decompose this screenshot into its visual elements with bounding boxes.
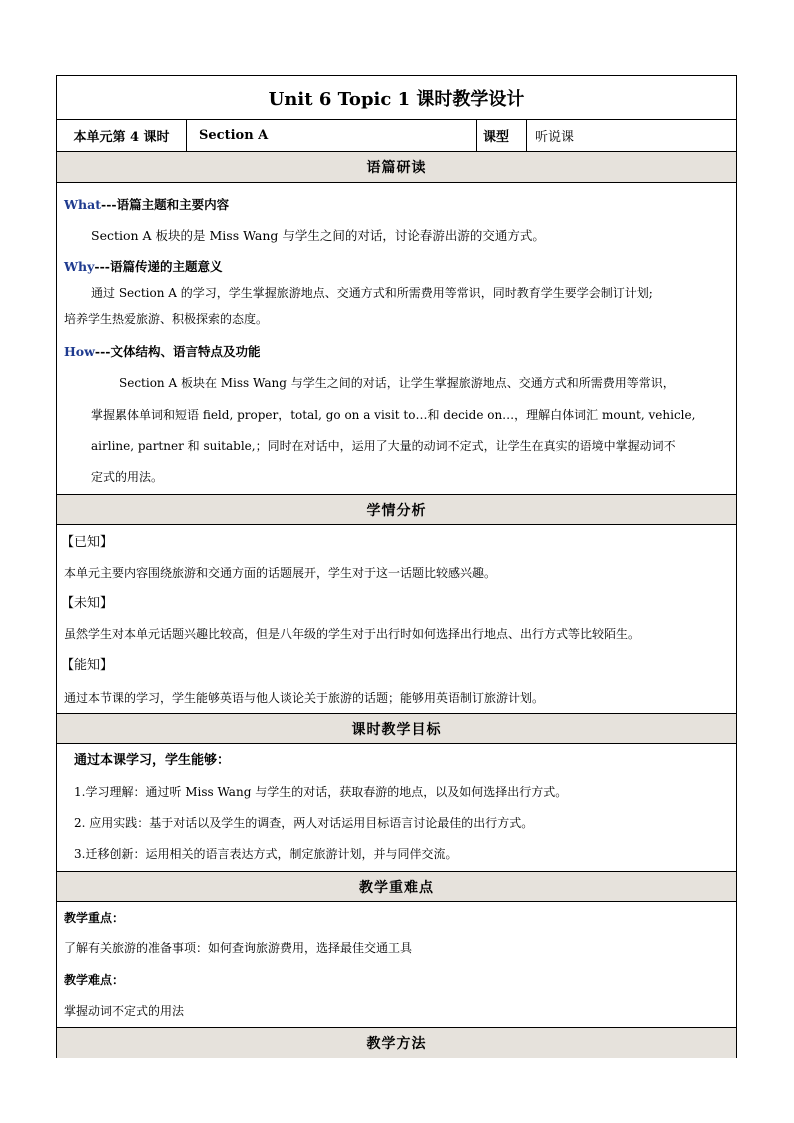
how-label-en: How bbox=[64, 344, 95, 359]
objective-item-1: 1.学习理解：通过听 Miss Wang 与学生的对话，获取春游的地点，以及如何选择出行方式。 bbox=[74, 785, 568, 799]
how-text-line-4: 定式的用法。 bbox=[91, 470, 164, 484]
what-text: Section A 板块的是 Miss Wang 与学生之间的对话，讨论春游出游的交通方式。 bbox=[91, 228, 545, 243]
page-title: Unit 6 Topic 1 课时教学设计 bbox=[57, 76, 736, 120]
info-row bbox=[57, 120, 736, 152]
known-label: 【已知】 bbox=[61, 535, 114, 550]
why-text-line-1: 通过 Section A 的学习，学生掌握旅游地点、交通方式和所需费用等常识，同时教育学生要学会制订计划; bbox=[91, 286, 653, 300]
what-label-en: What bbox=[64, 197, 101, 212]
focus-header: 教学重难点 bbox=[57, 871, 736, 902]
able-text: 通过本节课的学习，学生能够英语与他人谈论关于旅游的话题；能够用英语制订旅游计划。 bbox=[64, 691, 545, 705]
what-label bbox=[64, 195, 229, 215]
able-label: 【能知】 bbox=[61, 658, 114, 673]
how-label bbox=[64, 342, 261, 362]
lesson-plan-table bbox=[56, 75, 737, 1058]
unknown-text: 虽然学生对本单元话题兴趣比较高，但是八年级的学生对于出行时如何选择出行地点、出行方式等比较陌生。 bbox=[64, 627, 641, 641]
key-point-label: 教学重点： bbox=[64, 911, 125, 925]
objectives-intro: 通过本课学习，学生能够： bbox=[74, 753, 231, 768]
how-text-line-1: Section A 板块在 Miss Wang 与学生之间的对话，让学生掌握旅游地点、交通方式和所需费用等常识， bbox=[119, 376, 675, 390]
reading-header: 语篇研读 bbox=[57, 152, 736, 183]
type-value-cell: 听说课 bbox=[535, 130, 575, 145]
lesson-number-cell: 本单元第 4 课时 bbox=[57, 120, 187, 151]
key-point-text: 了解有关旅游的准备事项：如何查询旅游费用，选择最佳交通工具 bbox=[64, 941, 413, 955]
why-label-cn: ---语篇传递的主题意义 bbox=[94, 259, 223, 274]
known-text: 本单元主要内容围绕旅游和交通方面的话题展开，学生对于这一话题比较感兴趣。 bbox=[64, 566, 497, 580]
methods-header: 教学方法 bbox=[57, 1027, 736, 1058]
section-cell: Section A bbox=[187, 120, 477, 151]
objectives-header: 课时教学目标 bbox=[57, 713, 736, 744]
type-label-cell: 课型 bbox=[477, 120, 527, 151]
why-text-line-2: 培养学生热爱旅游、积极探索的态度。 bbox=[64, 312, 269, 326]
unknown-label: 【未知】 bbox=[61, 596, 114, 611]
how-label-cn: ---文体结构、语言特点及功能 bbox=[94, 344, 261, 359]
objective-item-2: 2. 应用实践：基于对话以及学生的调查，两人对话运用目标语言讨论最佳的出行方式。 bbox=[74, 816, 534, 830]
difficult-point-text: 掌握动词不定式的用法 bbox=[64, 1004, 185, 1018]
objective-item-3: 3.迁移创新：运用相关的语言表达方式，制定旅游计划，并与同伴交流。 bbox=[74, 847, 458, 861]
why-label bbox=[64, 257, 222, 277]
how-text-line-2: 掌握累体单词和短语 field, proper，total, go on a visit to…和 decide on…，理解白体词汇 mount, vehicle, bbox=[91, 408, 696, 422]
how-text-line-3: airline, partner 和 suitable,；同时在对话中，运用了大量的动词不定式，让学生在真实的语境中掌握动词不 bbox=[91, 439, 676, 453]
what-label-cn: ---语篇主题和主要内容 bbox=[101, 197, 230, 212]
difficult-point-label: 教学难点： bbox=[64, 973, 125, 987]
analysis-header: 学情分析 bbox=[57, 494, 736, 525]
why-label-en: Why bbox=[64, 259, 95, 274]
